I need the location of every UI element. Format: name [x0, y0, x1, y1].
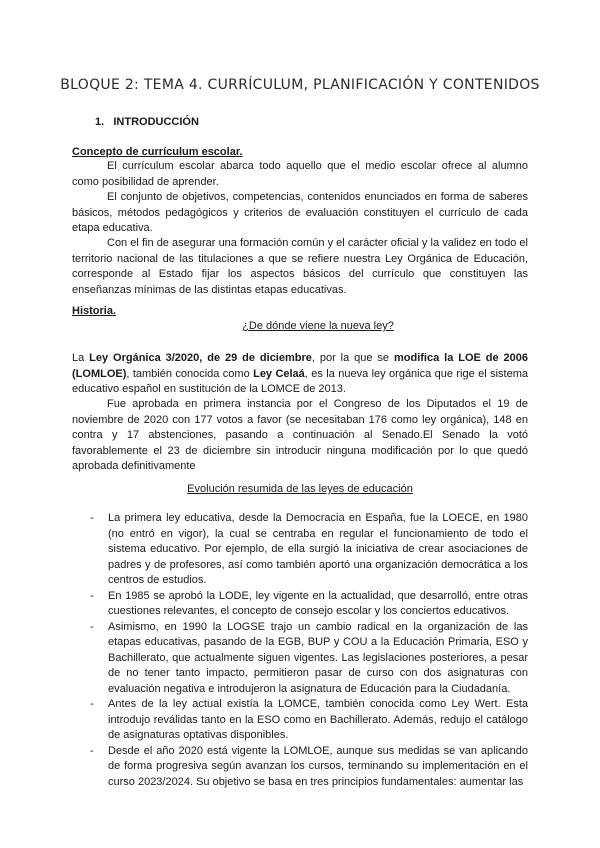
p1-text-a: La: [72, 352, 90, 364]
list-item-text: Asimismo, en 1990 la LOGSE trajo un cambio radical en la organización de las etapas educativas, pasando de la EGB, BUP y COU a la Educación Primaria, ESO y Bachillerato, que actualmente siguen vigentes. Las legislaciones posteriores, a pesar de no tener tanto impacto, permitieron pasar de curso con dos asignaturas con evaluación negativa e introdujeron la asignatura de Educación para la Ciudadanía.: [108, 620, 528, 695]
p1-ley-celaa: Ley Celaá: [253, 367, 305, 380]
p1-law-name: Ley Orgánica 3/2020, de 29 de diciembre: [89, 352, 312, 364]
concepto-heading: Concepto de currículum escolar.: [72, 146, 243, 158]
historia-paragraph-1: [72, 351, 528, 398]
list-item-text: Desde el año 2020 está vigente la LOMLOE, aunque sus medidas se van aplicando de forma progresiva según avanzan los cursos, terminando su implementación en el curso 2023/2024. Su objetivo se basa en tres principios fundamentales: aumentar las: [108, 744, 528, 788]
list-item: [90, 744, 528, 791]
bullet-dash: -: [90, 512, 94, 524]
historia-paragraph-2: Fue aprobada en primera instancia por el Congreso de los Diputados el 19 de noviembre de 2020 con 177 votos a favor (se necesitaban 176 como ley orgánica), 148 en contra y 17 abstenciones, pasando a continuación al Senado.El Senado la votó favorablemente el 23 de diciembre sin introducir ninguna modificación por lo que quedó aprobada definitivamente: [72, 398, 528, 472]
list-item: [90, 697, 528, 744]
laws-list: [90, 511, 528, 790]
list-item-text: En 1985 se aprobó la LODE, ley vigente en la actualidad, que desarrolló, entre otras cuestiones relevantes, el concepto de consejo escolar y los conciertos educativos.: [108, 589, 528, 617]
p1-text-g: , es la nueva ley orgánica que rige el sistema educativo español en sustitución de la LOMCE de 2013.: [72, 367, 528, 395]
section-label: INTRODUCCIÓN: [113, 116, 199, 128]
bullet-dash: -: [90, 620, 94, 633]
p1-text-c: , por la que se: [311, 352, 394, 364]
concepto-paragraph-3: Con el fin de asegurar una formación común y el carácter oficial y la validez en todo el territorio nacional de las titulaciones a que se refiere nuestra Ley Orgánica de Educación, corresponde al Estado fijar los aspectos básicos del currículo que constituyen las enseñanzas mínimas de las distintas etapas educativas.: [72, 237, 528, 296]
list-item: [90, 620, 528, 698]
historia-heading: Historia.: [72, 305, 117, 317]
bullet-dash: -: [90, 589, 94, 602]
p1-loe-mod: modifica la LOE de 2006 (LOMLOE): [72, 352, 528, 380]
bullet-dash: -: [90, 698, 94, 710]
concepto-paragraph-1: El currículum escolar abarca todo aquello que el medio escolar ofrece al alumno como posibilidad de aprender.: [72, 160, 528, 188]
concepto-paragraph-2: El conjunto de objetivos, competencias, contenidos enunciados en forma de saberes básicos, métodos pedagógicos y criterios de evaluación constituyen el currículo de cada etapa educativa.: [72, 191, 528, 234]
historia-question: ¿De dónde viene la nueva ley?: [242, 320, 394, 332]
bullet-dash: -: [90, 744, 94, 757]
evolucion-heading: Evolución resumida de las leyes de educación: [187, 483, 413, 495]
list-item-text: La primera ley educativa, desde la Democracia en España, fue la LOECE, en 1980 (no entró en vigor), la cual se centraba en regular el funcionamiento de todo el sistema educativo. Por ejemplo, de ella surgió la iniciativa de crear asociaciones de padres y de profesores, así como también aportó una organización democrática a los centros de estudios.: [108, 512, 528, 586]
section-heading: [95, 116, 199, 128]
list-item: [90, 589, 528, 620]
list-item: [90, 511, 528, 589]
document-title: BLOQUE 2: TEMA 4. CURRÍCULUM, PLANIFICACIÓN Y CONTENIDOS: [60, 77, 540, 93]
list-item-text: Antes de la ley actual existía la LOMCE, también conocida como Ley Wert. Esta introdujo reválidas tanto en la ESO como en Bachillerato. Además, redujo el catálogo de asignaturas optativas disponibles.: [108, 698, 528, 741]
p1-text-e: , también conocida como: [126, 367, 254, 380]
section-number: 1.: [95, 116, 105, 128]
